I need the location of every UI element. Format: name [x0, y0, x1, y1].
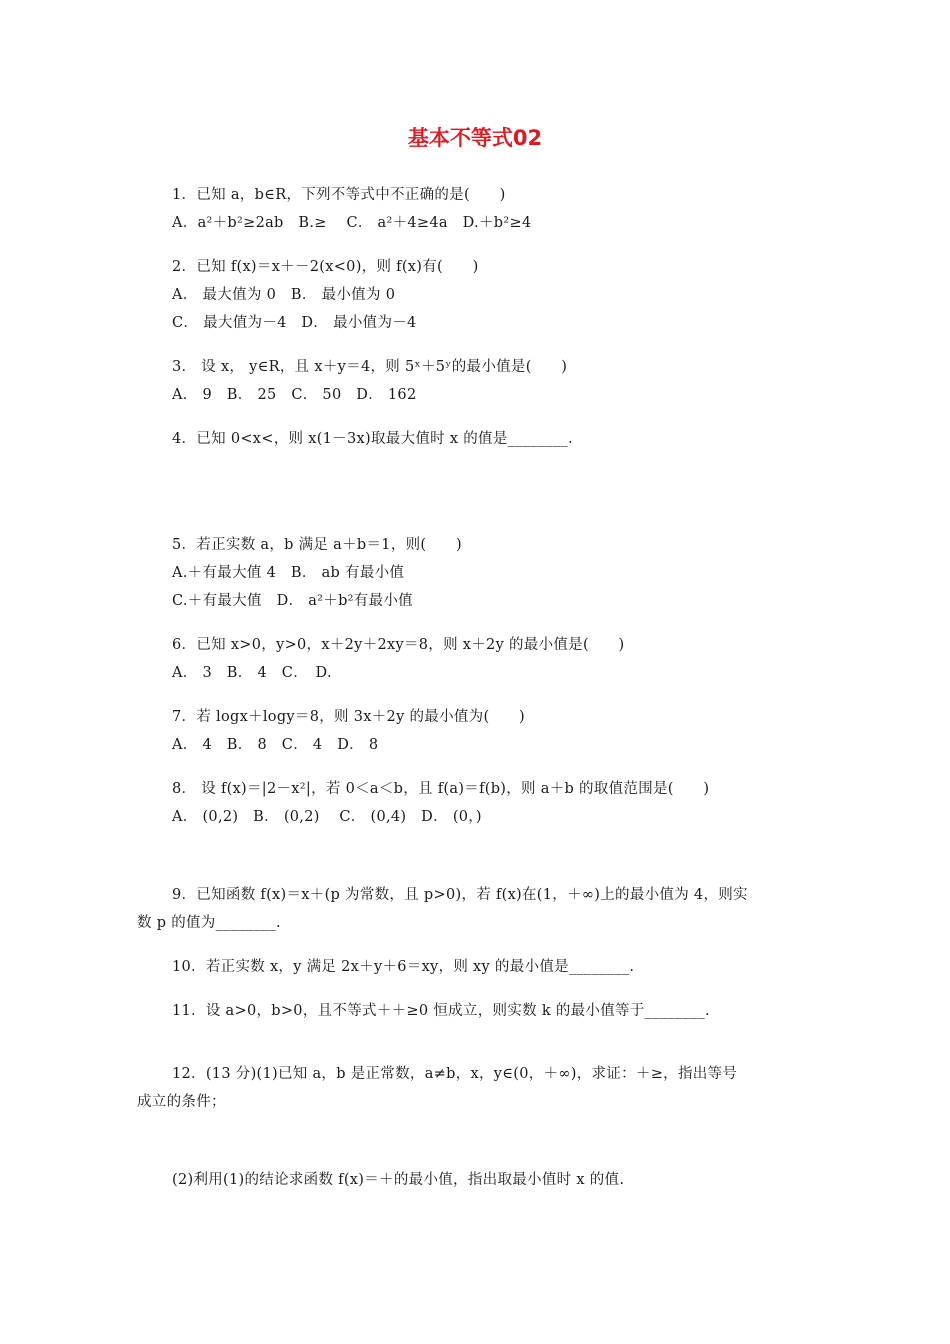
question-6-options: A． 3 B． 4 C． D.: [172, 665, 332, 681]
question-6-stem: 6．已知 x>0，y>0，x＋2y＋2xy＝8，则 x＋2y 的最小值是( ): [172, 637, 625, 653]
question-8-stem: 8． 设 f(x)＝|2－x²|，若 0＜a＜b，且 f(a)＝f(b)，则 a＋b 的取值范围是( ): [172, 781, 710, 797]
question-12-part2: (2)利用(1)的结论求函数 f(x)＝＋的最小值，指出取最小值时 x 的值.: [172, 1172, 625, 1188]
question-7-stem: 7．若 logx＋logy＝8，则 3x＋2y 的最小值为( ): [172, 709, 525, 725]
question-1-stem: 1．已知 a，b∈R，下列不等式中不正确的是( ): [172, 187, 506, 203]
question-5-stem: 5．若正实数 a，b 满足 a＋b＝1，则( ): [172, 537, 462, 553]
document-title: 基本不等式02: [407, 126, 543, 150]
question-12-part1: 12．(13 分)(1)已知 a，b 是正常数，a≠b，x，y∈(0，＋∞)，求证：＋≥，指出等号: [172, 1066, 738, 1082]
question-10-stem: 10．若正实数 x，y 满足 2x＋y＋6＝xy，则 xy 的最小值是________.: [172, 959, 635, 975]
question-9-stem: 9．已知函数 f(x)＝x＋(p 为常数，且 p>0)，若 f(x)在(1，＋∞)上的最小值为 4，则实: [172, 887, 748, 903]
question-2-options-cd: C． 最大值为－4 D． 最小值为－4: [172, 315, 417, 331]
question-3-stem: 3． 设 x， y∈R，且 x＋y＝4，则 5ˣ＋5ʸ的最小值是( ): [172, 359, 568, 375]
question-7-options: A． 4 B． 8 C． 4 D． 8: [172, 737, 379, 753]
question-2-options-ab: A． 最大值为 0 B． 最小值为 0: [172, 287, 396, 303]
question-11-stem: 11．设 a>0，b>0，且不等式＋＋≥0 恒成立，则实数 k 的最小值等于________.: [172, 1003, 710, 1019]
question-12-part1-cont: 成立的条件；: [137, 1094, 226, 1110]
question-5-options-ab: A.＋有最大值 4 B． ab 有最小值: [172, 565, 405, 581]
question-3-options: A． 9 B． 25 C． 50 D． 162: [172, 387, 417, 403]
question-5-options-cd: C.＋有最大值 D． a²＋b²有最小值: [172, 593, 413, 609]
question-9-stem-cont: 数 p 的值为________.: [137, 915, 281, 931]
question-4-stem: 4．已知 0<x<，则 x(1－3x)取最大值时 x 的值是________.: [172, 431, 573, 447]
question-1-options: A．a²＋b²≥2ab B.≥ C． a²＋4≥4a D.＋b²≥4: [172, 215, 532, 231]
question-8-options: A． (0,2) B． (0,2) C． (0,4) D． (0，): [172, 809, 482, 825]
question-2-stem: 2．已知 f(x)＝x＋－2(x<0)，则 f(x)有( ): [172, 259, 479, 275]
